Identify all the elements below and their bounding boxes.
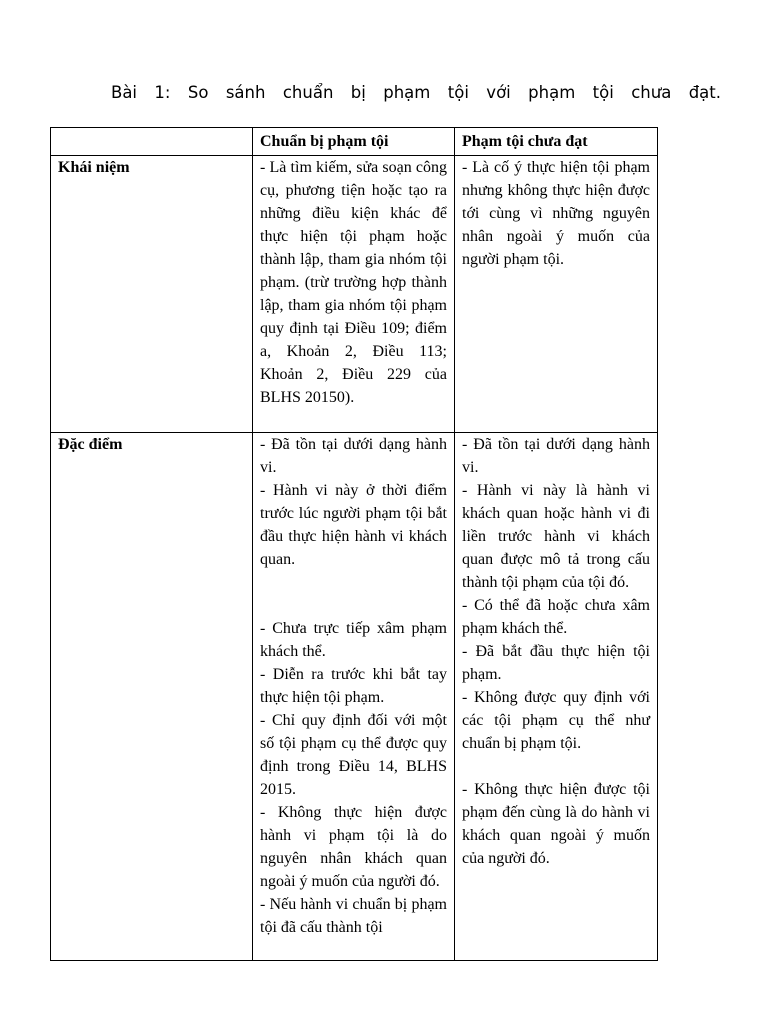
prep-feature-1: - Đã tồn tại dưới dạng hành vi. [260, 436, 447, 476]
concept-attempt-text: - Là cố ý thực hiện tội phạm nhưng không thực hiện được tới cùng vì những nguyên nhân ngoài ý muốn của người phạm tội. [462, 159, 650, 268]
prep-feature-6: - Không thực hiện được hành vi phạm tội là do nguyên nhân khách quan ngoài ý muốn của người đó. [260, 804, 447, 890]
table-header-row [51, 128, 658, 156]
prep-feature-7: - Nếu hành vi chuẩn bị phạm tội đã cấu thành tội [260, 896, 447, 936]
attempt-feature-2: - Hành vi này là hành vi khách quan hoặc hành vi đi liền trước hành vi khách quan được mô tả trong cấu thành tội phạm của tội đó. [462, 482, 650, 591]
exercise-title: Bài 1: So sánh chuẩn bị phạm tội với phạm tội chưa đạt. [111, 83, 721, 102]
comparison-table [50, 127, 658, 961]
attempt-feature-4: - Đã bắt đầu thực hiện tội phạm. [462, 643, 650, 683]
attempt-feature-6: - Không thực hiện được tội phạm đến cùng là do hành vi khách quan ngoài ý muốn của người đó. [462, 781, 650, 867]
features-preparation-cell [253, 433, 455, 961]
concept-preparation-cell [253, 156, 455, 433]
prep-feature-4: - Diễn ra trước khi bắt tay thực hiện tội phạm. [260, 666, 447, 706]
concept-preparation-text: - Là tìm kiếm, sửa soạn công cụ, phương tiện hoặc tạo ra những điều kiện khác để thực hiện tội phạm hoặc thành lập, tham gia nhóm tội phạm. (trừ trường hợp thành lập, tham gia nhóm tội phạm quy định tại Điều 109; điểm a, Khoản 2, Điều 113; Khoản 2, Điều 229 của BLHS 20150). [260, 159, 447, 406]
row-label-concept: Khái niệm [51, 156, 253, 433]
table-row-concept [51, 156, 658, 433]
attempt-feature-3: - Có thể đã hoặc chưa xâm phạm khách thể. [462, 597, 650, 637]
header-empty-cell [51, 128, 253, 156]
prep-feature-2: - Hành vi này ở thời điểm trước lúc người phạm tội bắt đầu thực hiện hành vi khách quan. [260, 482, 447, 568]
header-attempt: Phạm tội chưa đạt [455, 128, 658, 156]
prep-feature-3: - Chưa trực tiếp xâm phạm khách thể. [260, 620, 447, 660]
table-row-features [51, 433, 658, 961]
concept-attempt-cell [455, 156, 658, 433]
row-label-features: Đặc điểm [51, 433, 253, 961]
header-preparation: Chuẩn bị phạm tội [253, 128, 455, 156]
attempt-feature-1: - Đã tồn tại dưới dạng hành vi. [462, 436, 650, 476]
features-attempt-cell [455, 433, 658, 961]
prep-feature-5: - Chỉ quy định đối với một số tội phạm cụ thể được quy định trong Điều 14, BLHS 2015. [260, 712, 447, 798]
attempt-feature-5: - Không được quy định với các tội phạm cụ thể như chuẩn bị phạm tội. [462, 689, 650, 752]
